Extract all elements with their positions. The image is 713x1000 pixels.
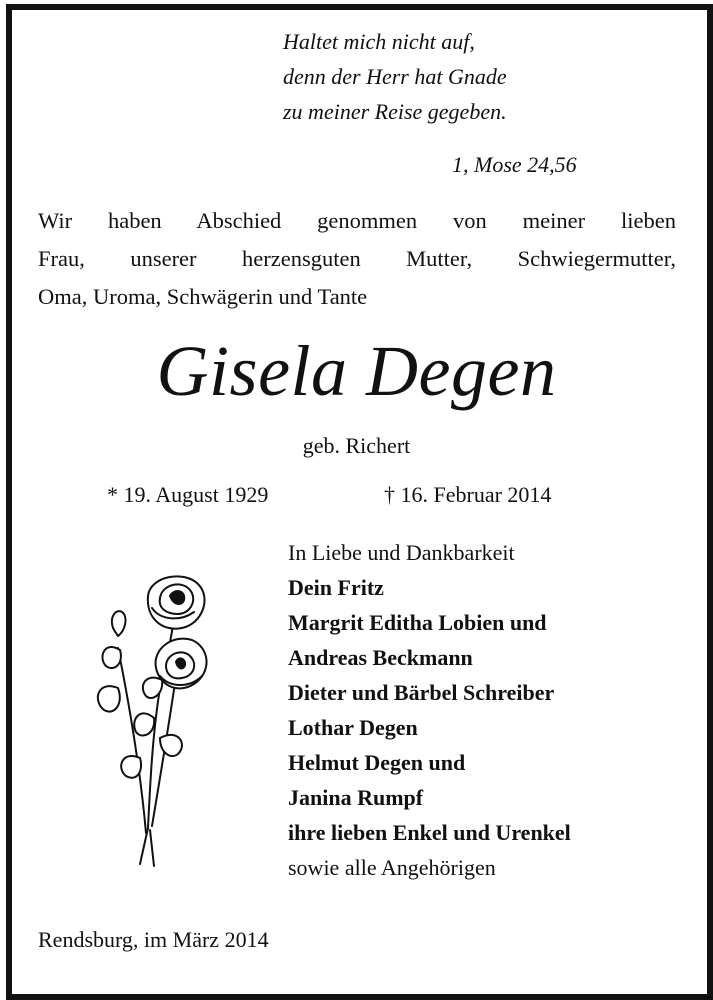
- mourner-name: Dieter und Bärbel Schreiber: [288, 680, 555, 705]
- mourner-name: ihre lieben Enkel und Urenkel: [288, 820, 571, 845]
- mourners-intro: In Liebe und Dankbarkeit: [288, 540, 515, 565]
- deceased-name: Gisela Degen: [156, 331, 557, 411]
- mourner-name: Janina Rumpf: [288, 785, 424, 810]
- death-date: † 16. Februar 2014: [384, 482, 552, 507]
- bible-verse: [283, 24, 507, 129]
- mourners-closing: sowie alle Angehörigen: [288, 855, 496, 880]
- mourner-name: Margrit Editha Lobien und: [288, 610, 547, 635]
- mourner-name: Helmut Degen und: [288, 750, 466, 775]
- place-date: Rendsburg, im März 2014: [38, 927, 269, 952]
- intro-line: Frau, unserer herzensguten Mutter, Schwiegermutter,: [38, 246, 676, 271]
- mourner-name: Andreas Beckmann: [288, 645, 473, 670]
- mourners-block: [288, 535, 571, 885]
- verse-source: 1, Mose 24,56: [452, 152, 577, 177]
- mourner-name: Dein Fritz: [288, 575, 384, 600]
- verse-line: denn der Herr hat Gnade: [283, 64, 507, 89]
- intro-line: Wir haben Abschied genommen von meiner lieben: [38, 208, 676, 233]
- birth-date: * 19. August 1929: [107, 482, 269, 507]
- verse-line: zu meiner Reise gegeben.: [283, 99, 507, 124]
- intro-line: Oma, Uroma, Schwägerin und Tante: [38, 284, 368, 309]
- rose-icon: [90, 568, 220, 868]
- mourner-name: Lothar Degen: [288, 715, 418, 740]
- verse-line: Haltet mich nicht auf,: [283, 29, 475, 54]
- intro-text: [38, 202, 676, 316]
- maiden-name: geb. Richert: [302, 433, 411, 458]
